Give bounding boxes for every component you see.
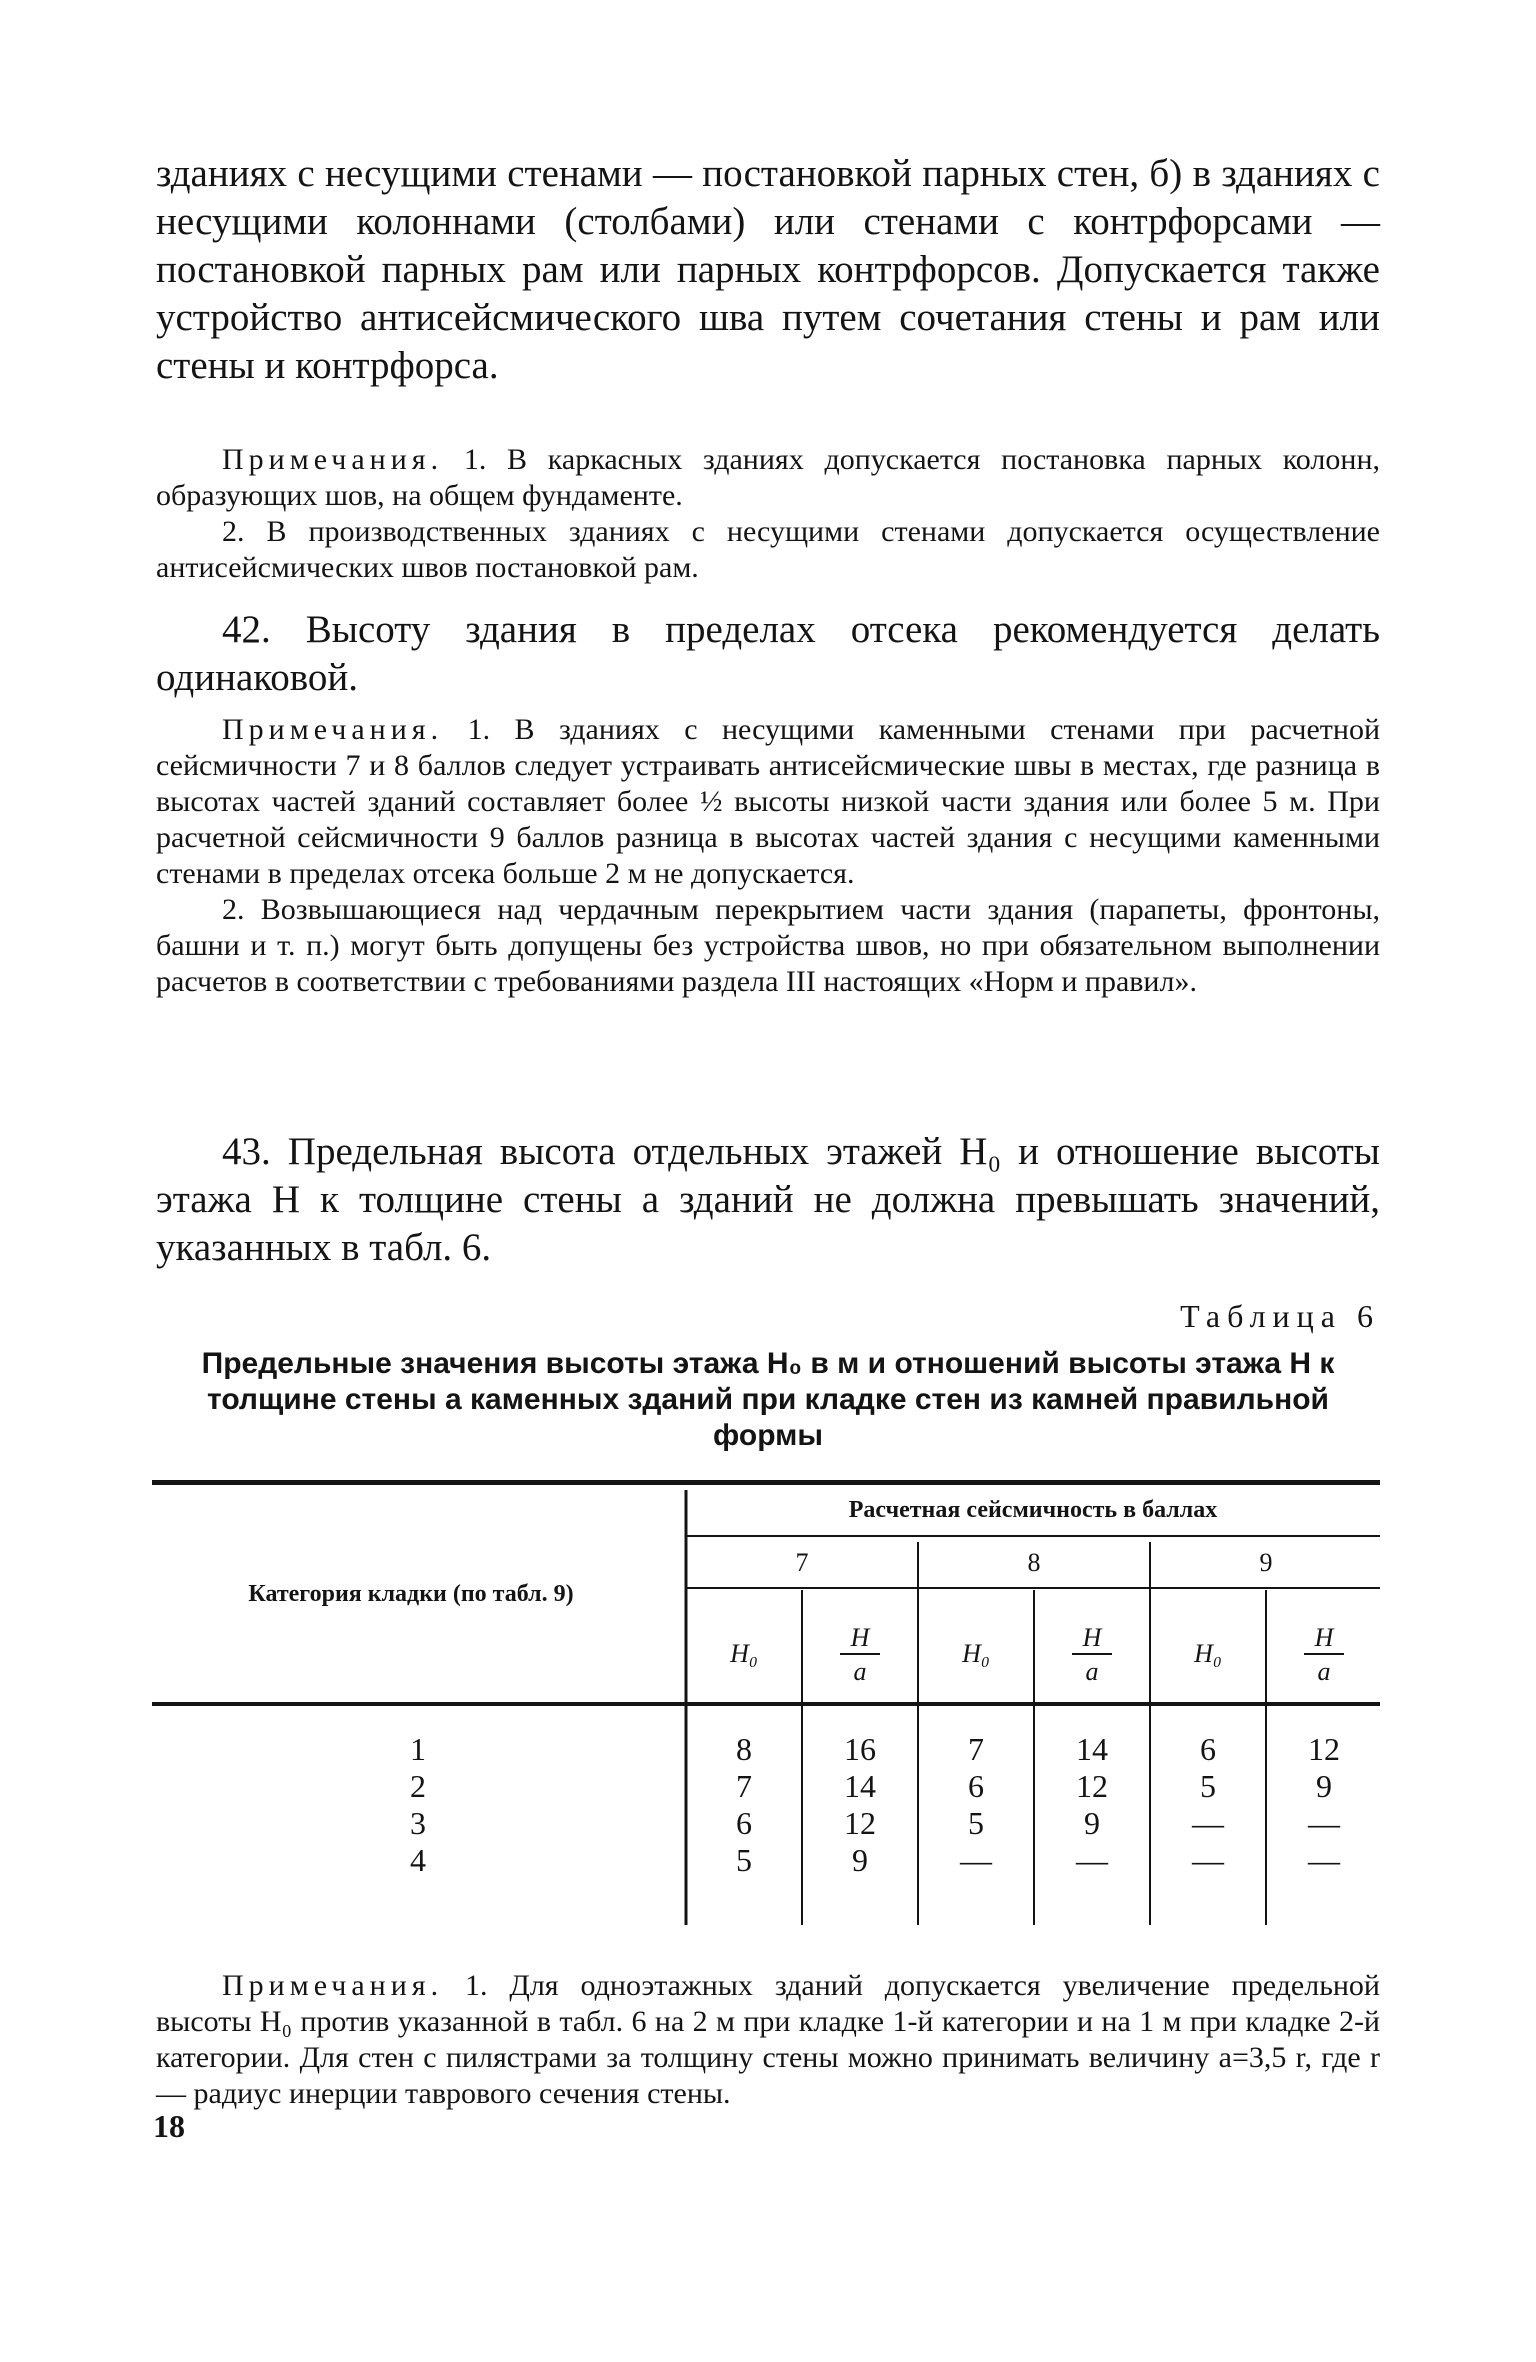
subheader-h0: H₀ bbox=[1194, 1639, 1222, 1668]
category-cell: 1 bbox=[410, 1731, 426, 1767]
table-cell: 12 bbox=[1076, 1768, 1108, 1804]
level-8: 8 bbox=[1027, 1548, 1041, 1577]
table-cell: 9 bbox=[852, 1842, 868, 1878]
table-cell: — bbox=[1308, 1805, 1340, 1841]
table-cell: 5 bbox=[1200, 1768, 1216, 1804]
table-cell: — bbox=[960, 1842, 992, 1878]
table-body bbox=[410, 1731, 1341, 1878]
section-top bbox=[156, 150, 1380, 390]
subheader-ratio-denominator: a bbox=[1085, 1657, 1099, 1686]
table-cell: — bbox=[1308, 1842, 1340, 1878]
subheaders bbox=[729, 1623, 1344, 1686]
table-cell: 6 bbox=[1200, 1731, 1216, 1767]
table-title: Предельные значения высоты этажа H₀ в м и отношений высоты этажа H к толщине стены a каменных зданий при кладке стен из камней правильной формы bbox=[201, 1347, 1335, 1452]
table-top-rule bbox=[152, 1480, 1380, 1485]
note-2-item-1 bbox=[156, 712, 1380, 892]
subheader-ratio-numerator: H bbox=[1082, 1623, 1102, 1652]
table-cell: 7 bbox=[736, 1768, 752, 1804]
notes-label: Примечания. bbox=[222, 713, 444, 746]
page-number: 18 bbox=[153, 2108, 185, 2144]
table-cell: 6 bbox=[736, 1805, 752, 1841]
notes-block-1 bbox=[156, 442, 1380, 586]
clause-42: 42. Высоту здания в пределах отсека рекомендуется делать одинаковой. bbox=[156, 608, 1380, 699]
subheader-h0: H₀ bbox=[962, 1639, 990, 1668]
subheader-ratio-denominator: a bbox=[853, 1657, 867, 1686]
header-group: Расчетная сейсмичность в баллах bbox=[848, 1497, 1218, 1523]
table-cell: — bbox=[1076, 1842, 1108, 1878]
note-text: 1. Для одноэтажных зданий допускается увеличение предельной высоты H₀ против указанной в табл. 6 на 2 м при кладке 1-й категории и на 1 м при кладке 2-й категории. Для стен с пилястрами за толщину стены можно принимать величину a=3,5 r, где r — радиус инерции таврового сечения стены. bbox=[156, 1969, 1380, 2110]
category-cell: 2 bbox=[410, 1768, 426, 1804]
note-2-item-2: 2. Возвышающиеся над чердачным перекрытием части здания (парапеты, фронтоны, башни и т. п.) могут быть допущены без устройства швов, но при обязательном выполнении расчетов в соответствии с требованиями раздела III настоящих «Норм и правил». bbox=[156, 893, 1380, 998]
table-cell: 16 bbox=[844, 1731, 876, 1767]
subheader-h0: H₀ bbox=[730, 1639, 758, 1668]
category-cell: 3 bbox=[410, 1805, 426, 1841]
notes-block-2 bbox=[156, 712, 1380, 1000]
table-6 bbox=[0, 1460, 1536, 1940]
table-cell: 8 bbox=[736, 1731, 752, 1767]
note-3-item-1 bbox=[156, 1968, 1380, 2112]
table-cell: 9 bbox=[1316, 1768, 1332, 1804]
subheader-ratio-numerator: H bbox=[1314, 1623, 1334, 1652]
subheader-ratio-denominator: a bbox=[1317, 1657, 1331, 1686]
level-9: 9 bbox=[1259, 1548, 1273, 1577]
subheader-ratio-numerator: H bbox=[850, 1623, 870, 1652]
note-text: 1. В каркасных зданиях допускается постановка парных колонн, образующих шов, на общем фундаменте. bbox=[156, 443, 1380, 512]
table-cell: 6 bbox=[968, 1768, 984, 1804]
clause-42-block bbox=[156, 606, 1380, 702]
table-cell: 12 bbox=[1308, 1731, 1340, 1767]
table-cell: 12 bbox=[844, 1805, 876, 1841]
table-cell: 14 bbox=[844, 1768, 876, 1804]
table-cell: 14 bbox=[1076, 1731, 1108, 1767]
category-cell: 4 bbox=[410, 1842, 426, 1878]
note-text: 1. В зданиях с несущими каменными стенами при расчетной сейсмичности 7 и 8 баллов следует устраивать антисейсмические швы в местах, где разница в высотах частей зданий составляет более ½ высоты низкой части здания или более 5 м. При расчетной сейсмичности 9 баллов разница в высотах частей здания с несущими каменными стенами в пределах отсека больше 2 м не допускается. bbox=[156, 713, 1381, 890]
table-cell: 5 bbox=[736, 1842, 752, 1878]
header-category: Категория кладки (по табл. 9) bbox=[248, 1581, 574, 1607]
note-1-item-2: 2. В производственных зданиях с несущими стенами допускается осуществление антисейсмических швов постановкой рам. bbox=[156, 515, 1380, 584]
note-1-item-1 bbox=[156, 442, 1380, 514]
table-cell: — bbox=[1192, 1842, 1224, 1878]
clause-43: 43. Предельная высота отдельных этажей H₀ и отношение высоты этажа H к толщине стены a зданий не должна превышать значений, указанных в табл. 6. bbox=[156, 1130, 1380, 1269]
table-caption: Таблица 6 bbox=[1180, 1298, 1380, 1334]
level-7: 7 bbox=[795, 1548, 809, 1577]
table-cell: 5 bbox=[968, 1805, 984, 1841]
table-cell: 9 bbox=[1084, 1805, 1100, 1841]
table-cell: 7 bbox=[968, 1731, 984, 1767]
table-cell: — bbox=[1192, 1805, 1224, 1841]
table-header-rule bbox=[152, 1702, 1380, 1706]
notes-label: Примечания. bbox=[222, 443, 444, 476]
notes-block-3 bbox=[156, 1968, 1380, 2112]
clause-43-block bbox=[156, 1128, 1380, 1272]
paragraph-top: зданиях с несущими стенами — постановкой парных стен, б) в зданиях с несущими колоннами (столбами) или стенами с контрфорсами — постановкой парных рам или парных контрфорсов. Допускается также устройство антисейсмического шва путем сочетания стены и рам или стены и контрфорса. bbox=[156, 152, 1380, 387]
notes-label: Примечания. bbox=[222, 1969, 444, 2002]
